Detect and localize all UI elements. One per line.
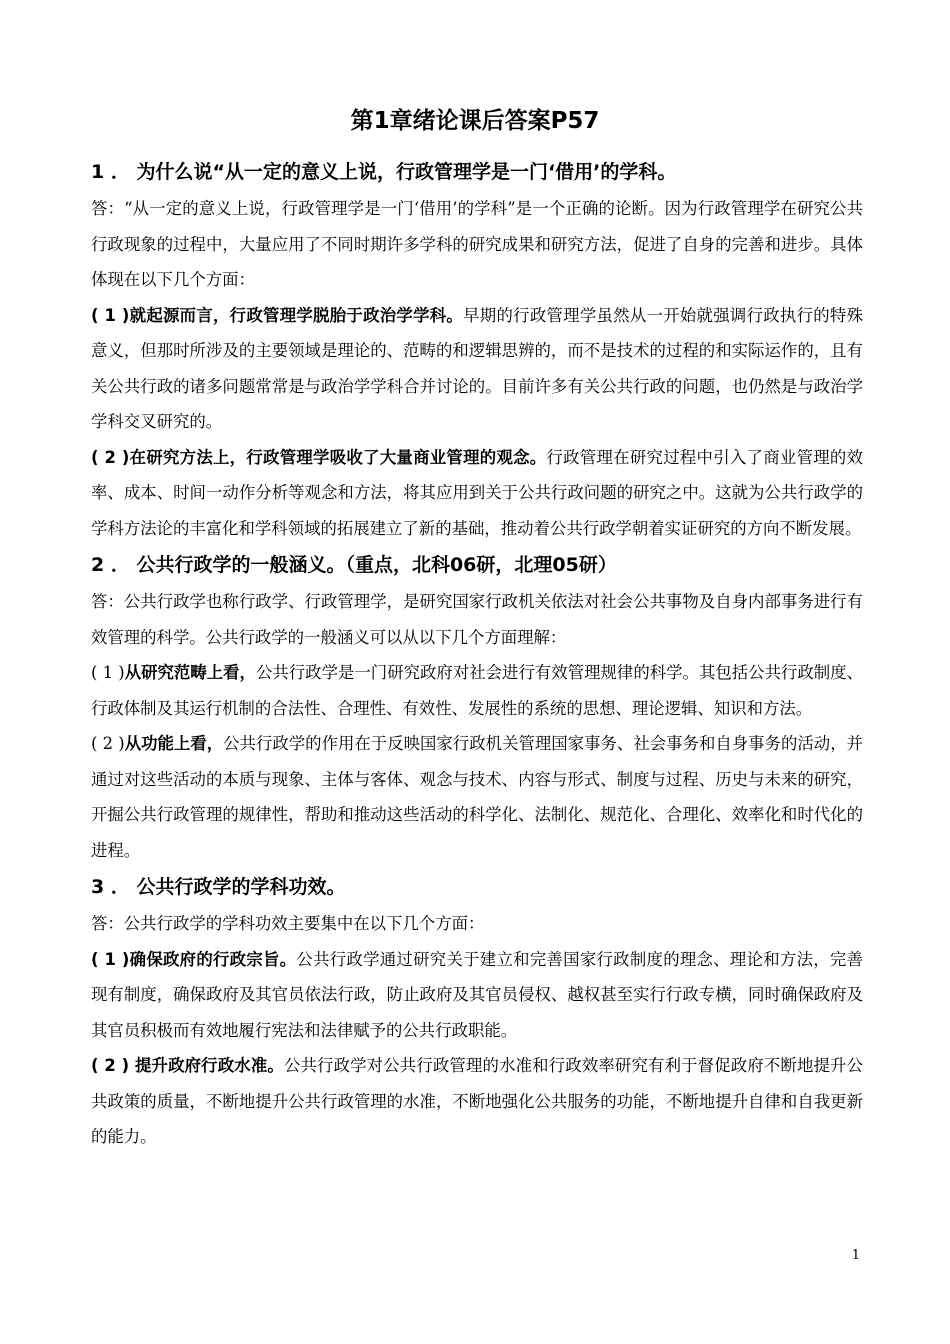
answer-point xyxy=(91,440,863,547)
point-text: 早期的行政管理学虽然从一开始就强调行政执行的特殊意义，但那时所涉及的主要领域是理论的、范畴的和逻辑思辨的，而不是技术的过程的和实际运作的，且有关公共行政的诸多问题常常是与政治学学科合并讨论的。目前许多有关公共行政的问题，也仍然是与政治学学科交叉研究的。 xyxy=(91,305,863,431)
point-number: ( 1 ) xyxy=(91,663,125,682)
point-number: ( 2 ) xyxy=(91,734,125,753)
point-lead: 从功能上看， xyxy=(124,734,224,753)
point-text: 公共行政学的作用在于反映国家行政机关管理国家事务、社会事务和自身事务的活动，并通过对这些活动的本质与现象、主体与客体、观念与技术、内容与形式、制度与过程、历史与未来的研究，开掘公共行政管理的规律性，帮助和推动这些活动的科学化、法制化、规范化、合理化、效率化和时代化的进程。 xyxy=(91,734,864,860)
answer-point xyxy=(91,942,863,1049)
point-text: 公共行政学通过研究关于建立和完善国家行政制度的理念、理论和方法，完善现有制度，确保政府及其官员依法行政，防止政府及其官员侵权、越权甚至实行行政专横，同时确保政府及其官员积极而有效地履行宪法和法律赋予的公共行政职能。 xyxy=(91,949,863,1040)
page-title: 第1章绪论课后答案P57 xyxy=(350,108,600,134)
point-lead: 从研究范畴上看， xyxy=(124,663,256,682)
section-3 xyxy=(91,868,863,1155)
point-text: 公共行政学是一门研究政府对社会进行有效管理规律的科学。其包括公共行政制度、行政体制及其运行机制的合法性、合理性、有效性、发展性的系统的思想、理论逻辑、知识和方法。 xyxy=(91,663,864,718)
point-lead: ( 1 )就起源而言，行政管理学脱胎于政治学学科。 xyxy=(91,305,464,325)
point-text: 行政管理在研究过程中引入了商业管理的效率、成本、时间一动作分析等观念和方法，将其应用到关于公共行政问题的研究之中。这就为公共行政学的学科方法论的丰富化和学科领域的拓展建立了新的基础，推动着公共行政学朝着实证研究的方向不断发展。 xyxy=(91,447,863,538)
question-heading: 2 ． 公共行政学的一般涵义。（重点，北科06研，北理05研） xyxy=(91,554,617,576)
page-number: 1 xyxy=(851,1248,860,1263)
point-lead: ( 1 )确保政府的行政宗旨。 xyxy=(91,949,297,969)
point-lead: ( 2 ) 提升政府行政水准。 xyxy=(91,1056,284,1075)
question-heading: 3 ． 公共行政学的学科功效。 xyxy=(91,876,346,898)
question-heading: 1 ． 为什么说“从一定的意义上说，行政管理学是一门‘借用’的学科。 xyxy=(91,161,677,183)
answer-point xyxy=(91,655,863,726)
answer-intro: 答：“从一定的意义上说，行政管理学是一门‘借用’的学科”是一个正确的论断。因为行政管理学在研究公共行政现象的过程中，大量应用了不同时期许多学科的研究成果和研究方法，促进了自身的完善和进步。具体体现在以下几个方面： xyxy=(91,199,863,289)
answer-point xyxy=(91,298,863,440)
section-1 xyxy=(91,153,863,546)
answer-intro: 答：公共行政学的学科功效主要集中在以下几个方面： xyxy=(91,914,485,933)
section-2 xyxy=(91,546,863,868)
answer-point xyxy=(91,726,863,868)
point-text: 公共行政学对公共行政管理的水准和行政效率研究有利于督促政府不断地提升公共政策的质量，不断地提升公共行政管理的水准，不断地强化公共服务的功能，不断地提升自律和自我更新的能力。 xyxy=(91,1056,864,1146)
answer-point xyxy=(91,1048,863,1155)
document-body xyxy=(91,153,863,1155)
answer-intro: 答：公共行政学也称行政学、行政管理学，是研究国家行政机关依法对社会公共事物及自身内部事务进行有效管理的科学。公共行政学的一般涵义可以从以下几个方面理解： xyxy=(91,592,863,647)
point-lead: ( 2 )在研究方法上，行政管理学吸收了大量商业管理的观念。 xyxy=(91,447,547,467)
